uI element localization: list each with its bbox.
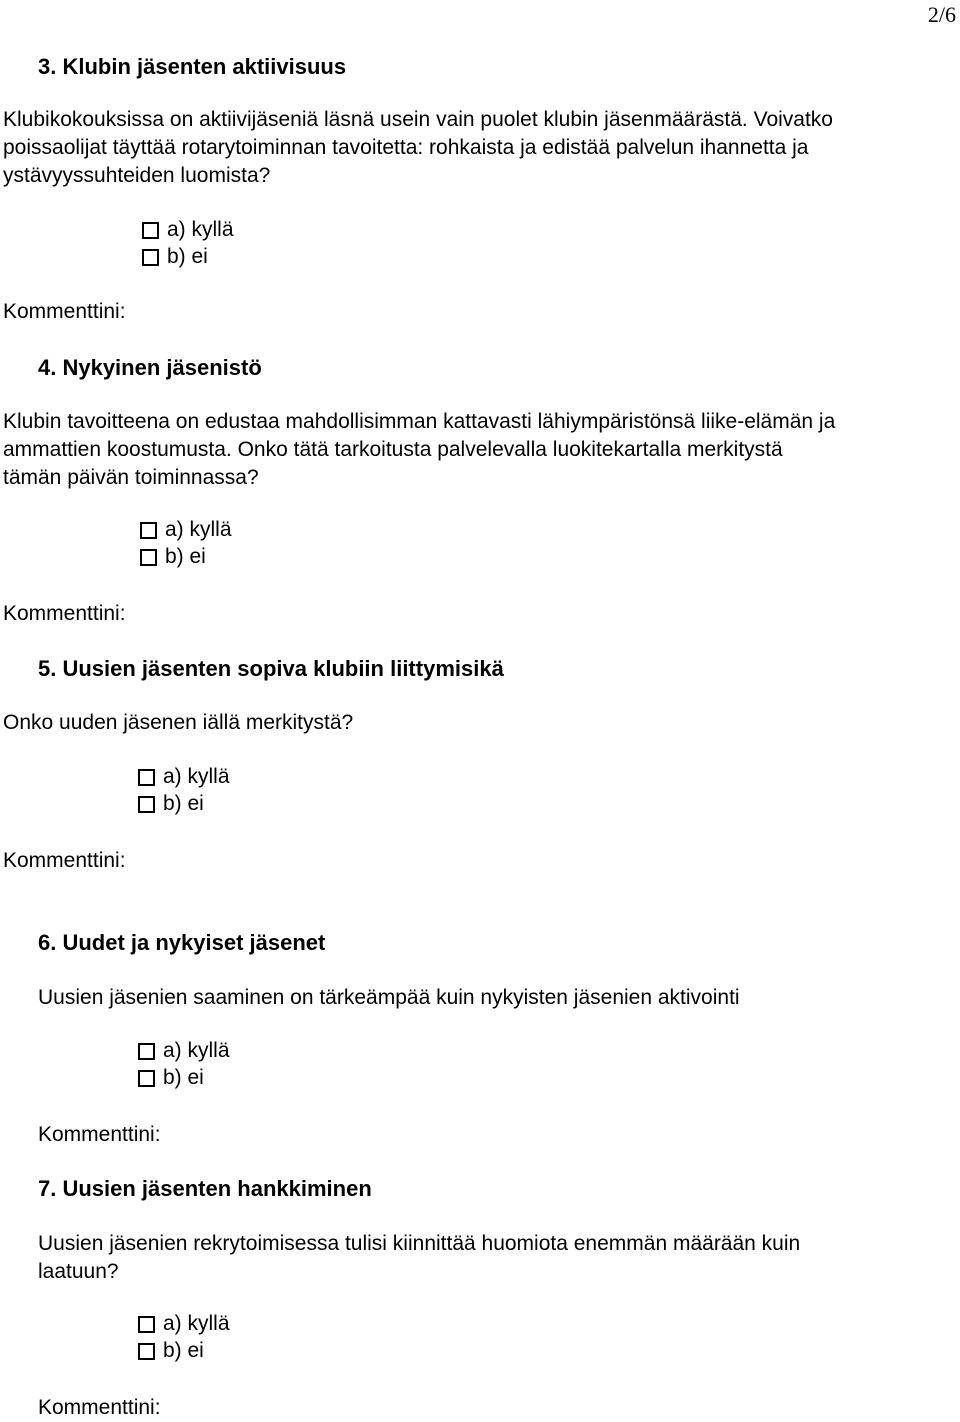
section-5-option-b[interactable] (138, 792, 204, 816)
section-3-question-line-1: Klubikokouksissa on aktiivijäseniä läsnä usein vain puolet klubin jäsenmäärästä. Voivatko (3, 108, 833, 131)
section-4-option-a[interactable] (140, 518, 232, 542)
section-4-question-line-2: ammattien koostumusta. Onko tätä tarkoitusta palvelevalla luokitekartalla merkitystä (3, 438, 783, 461)
option-a-label: a) kyllä (163, 1312, 230, 1335)
section-4-option-b[interactable] (140, 545, 206, 569)
checkbox-icon[interactable] (138, 1343, 155, 1360)
checkbox-icon[interactable] (142, 222, 159, 239)
checkbox-icon[interactable] (138, 1070, 155, 1087)
section-5-heading: 5. Uusien jäsenten sopiva klubiin liittymisikä (38, 656, 504, 681)
checkbox-icon[interactable] (140, 549, 157, 566)
option-a-label: a) kyllä (165, 518, 232, 541)
section-4-heading: 4. Nykyinen jäsenistö (38, 355, 262, 380)
section-3-option-b[interactable] (142, 245, 208, 269)
section-4-question-line-1: Klubin tavoitteena on edustaa mahdollisimman kattavasti lähiympäristönsä liike-elämän ja (3, 410, 836, 433)
section-6-question-line-1: Uusien jäsenien saaminen on tärkeämpää kuin nykyisten jäsenien aktivointi (38, 986, 740, 1009)
section-3-heading: 3. Klubin jäsenten aktiivisuus (38, 54, 347, 79)
section-6-option-b[interactable] (138, 1066, 204, 1090)
section-3-option-a[interactable] (142, 218, 234, 242)
section-7-comment-label: Kommenttini: (38, 1396, 161, 1419)
section-4-comment-label: Kommenttini: (3, 602, 126, 625)
section-7-heading: 7. Uusien jäsenten hankkiminen (38, 1176, 372, 1201)
section-7-option-a[interactable] (138, 1312, 230, 1336)
section-5-comment-label: Kommenttini: (3, 849, 126, 872)
page-number: 2/6 (927, 2, 956, 27)
checkbox-icon[interactable] (142, 249, 159, 266)
option-b-label: b) ei (167, 245, 208, 268)
option-b-label: b) ei (163, 1066, 204, 1089)
section-7-question-line-1: Uusien jäsenien rekrytoimisessa tulisi kiinnittää huomiota enemmän määrään kuin (38, 1232, 801, 1255)
section-3-question-line-3: ystävyyssuhteiden luomista? (3, 164, 271, 187)
section-6-option-a[interactable] (138, 1039, 230, 1063)
option-b-label: b) ei (163, 792, 204, 815)
section-4-question-line-3: tämän päivän toiminnassa? (3, 466, 259, 489)
section-5-option-a[interactable] (138, 765, 230, 789)
checkbox-icon[interactable] (140, 522, 157, 539)
checkbox-icon[interactable] (138, 1043, 155, 1060)
checkbox-icon[interactable] (138, 1316, 155, 1333)
option-a-label: a) kyllä (163, 1039, 230, 1062)
section-5-question-line-1: Onko uuden jäsenen iällä merkitystä? (3, 711, 354, 734)
section-7-question-line-2: laatuun? (38, 1260, 119, 1283)
option-b-label: b) ei (165, 545, 206, 568)
section-3-question-line-2: poissaolijat täyttää rotarytoiminnan tavoitetta: rohkaista ja edistää palvelun ihannetta ja (3, 136, 809, 159)
checkbox-icon[interactable] (138, 769, 155, 786)
section-6-comment-label: Kommenttini: (38, 1123, 161, 1146)
section-3-comment-label: Kommenttini: (3, 300, 126, 323)
checkbox-icon[interactable] (138, 796, 155, 813)
option-a-label: a) kyllä (163, 765, 230, 788)
section-6-heading: 6. Uudet ja nykyiset jäsenet (38, 930, 326, 955)
option-a-label: a) kyllä (167, 218, 234, 241)
option-b-label: b) ei (163, 1339, 204, 1362)
section-7-option-b[interactable] (138, 1339, 204, 1363)
